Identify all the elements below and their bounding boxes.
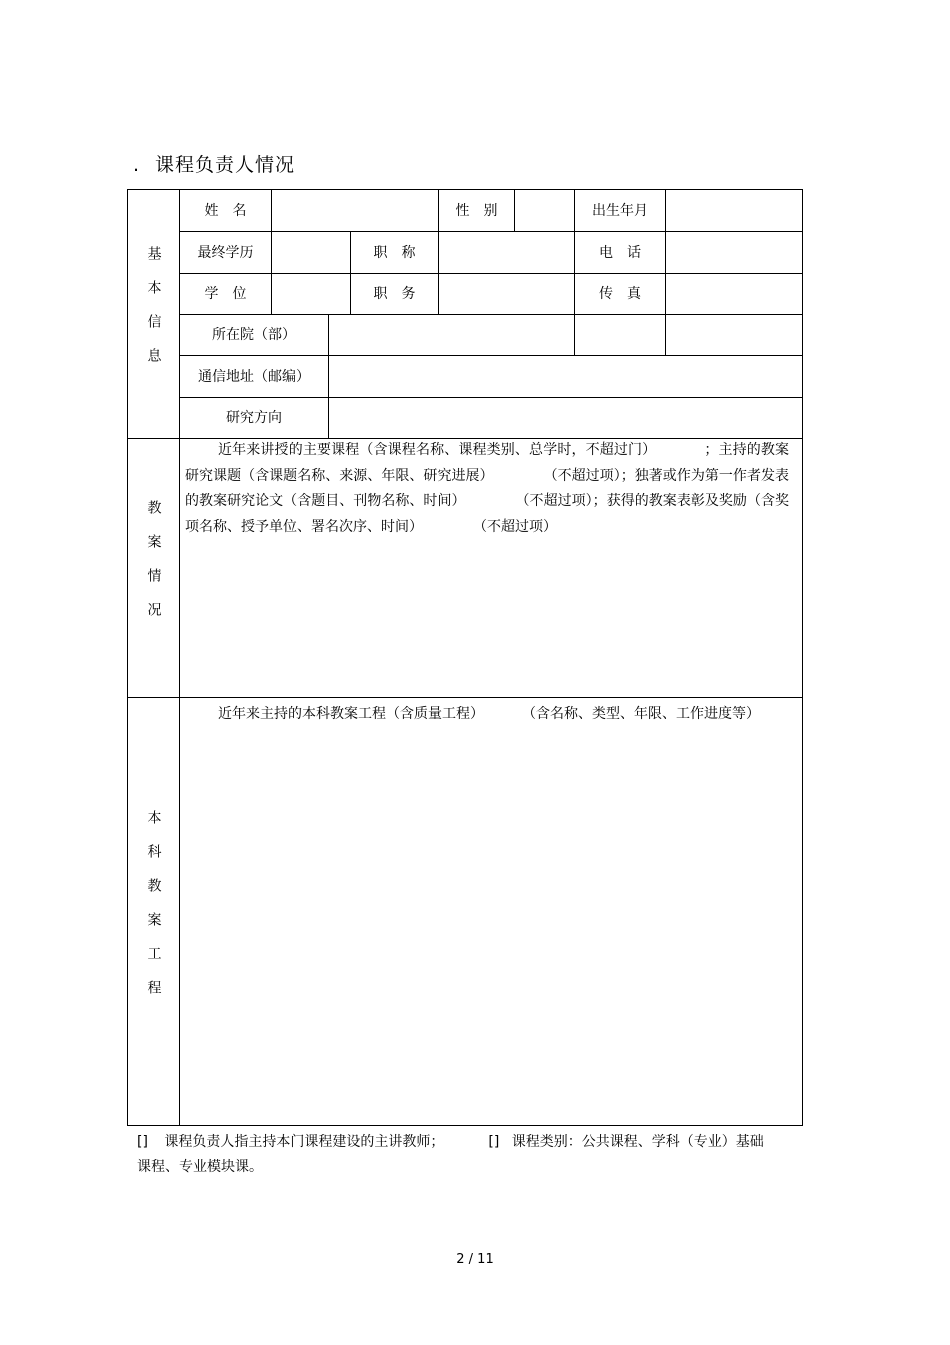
teaching-seg-courses: 近年来讲授的主要课程（含课程名称、课程类别、总学时，不超过门） [218, 442, 657, 458]
label-birth: 出生年月 [592, 202, 648, 219]
projects-description [185, 702, 800, 728]
group-projects: 本科教案工程 [145, 810, 162, 1014]
note2-marker: [] [488, 1134, 500, 1150]
note2-continuation: 课程、专业模块课。 [137, 1159, 263, 1175]
footnote [137, 1130, 797, 1180]
teacher-info-table [127, 189, 803, 1126]
group-basic-info: 基本信息 [145, 246, 162, 382]
teaching-seg-limit: （不超过项） [473, 518, 557, 535]
label-department: 所在院（部） [212, 327, 296, 343]
page-number: 2 / 11 [456, 1252, 494, 1267]
teaching-seg-projects: ；主持的教案研究课题（含课题名称、来源、年限、研究进展） [185, 442, 790, 484]
label-fax: 传 真 [599, 286, 641, 302]
label-research: 研究方向 [226, 410, 282, 426]
label-education: 最终学历 [197, 244, 254, 261]
note1-text: 课程负责人指主持本门课程建设的主讲教师； [164, 1134, 445, 1150]
projects-line2: （含名称、类型、年限、工作进度等） [522, 706, 760, 722]
label-degree: 学 位 [204, 286, 247, 302]
teaching-seg-papers: （不超过项）；独著或作为第一作者发表的教案研究论文（含题目、刊物名称、时间） [185, 467, 790, 509]
group-teaching: 教案情况 [145, 500, 162, 636]
projects-line1: 近年来主持的本科教案工程（含质量工程） [218, 706, 484, 722]
label-phone: 电 话 [599, 244, 641, 261]
label-address: 通信地址（邮编） [198, 368, 310, 385]
label-name: 姓 名 [204, 202, 247, 219]
section-title [133, 150, 295, 177]
label-gender: 性 别 [455, 202, 498, 219]
note2-text: 课程类别：公共课程、学科（专业）基础 [511, 1134, 764, 1150]
teaching-seg-awards: （不超过项）；获得的教案表彰及奖励（含奖项名称、授予单位、署名次序、时间） [185, 493, 789, 535]
section-marker: . [133, 154, 141, 176]
label-position: 职 务 [373, 286, 416, 302]
note1-marker: [] [137, 1134, 148, 1150]
label-title: 职 称 [373, 244, 416, 261]
section-title-text: 课程负责人情况 [155, 154, 296, 176]
teaching-description [185, 438, 789, 540]
